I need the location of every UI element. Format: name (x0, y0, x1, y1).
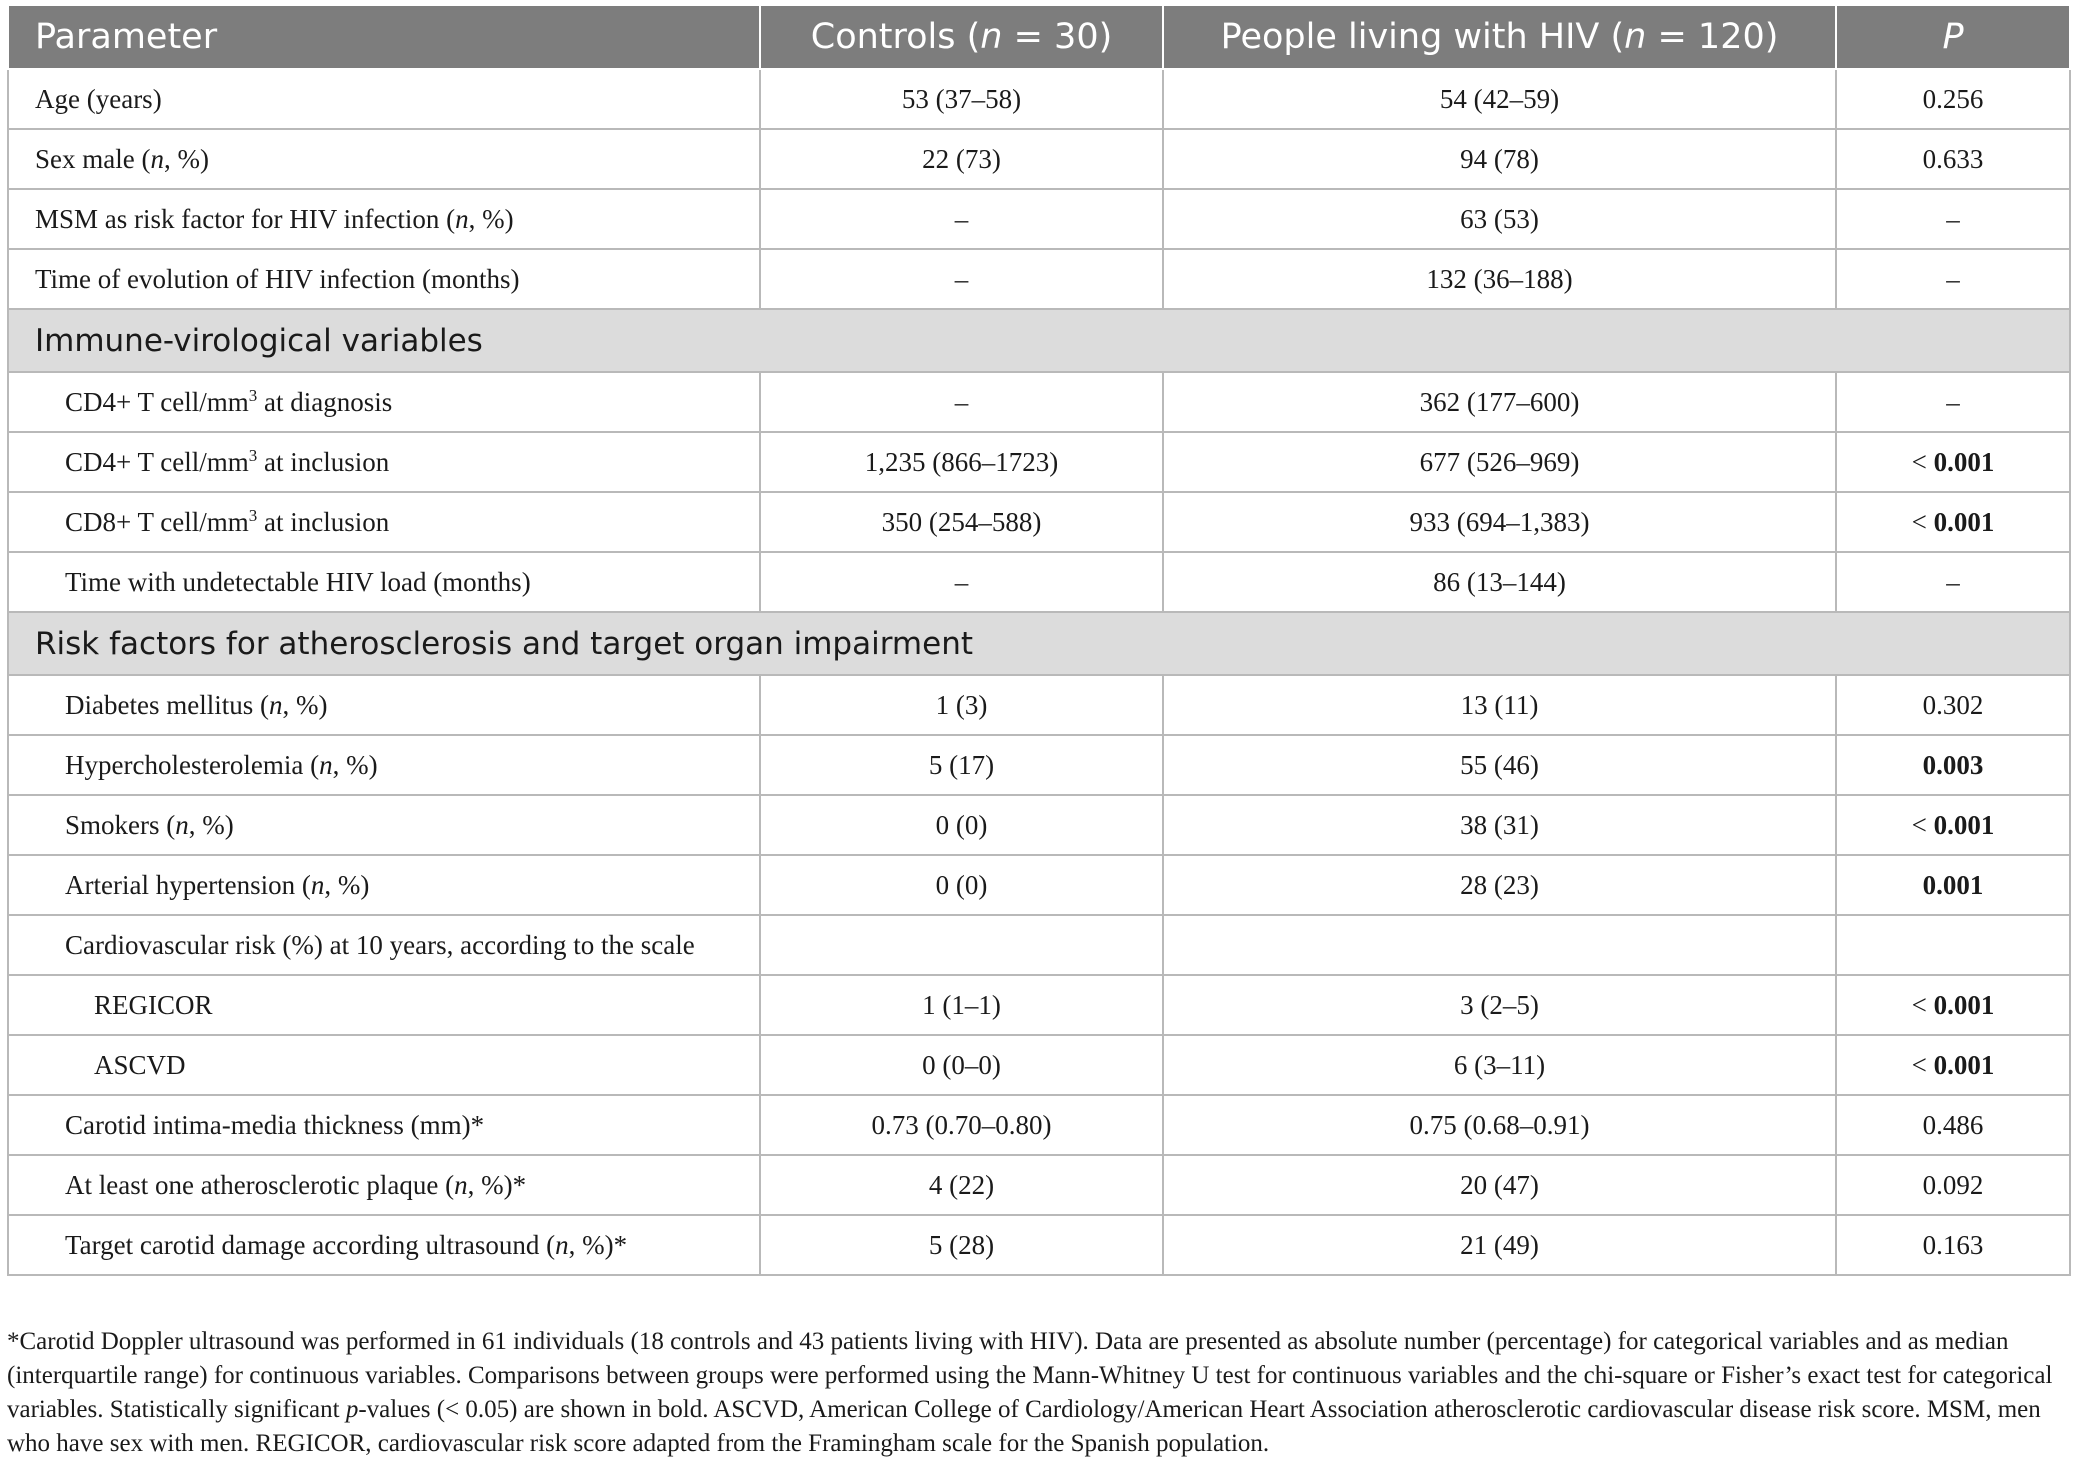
label-text: Arterial hypertension ( (65, 869, 311, 900)
row-hiv: 54 (42–59) (1163, 69, 1836, 129)
label-text: Diabetes mellitus ( (65, 689, 269, 720)
label-text: , %) (468, 203, 514, 234)
label-text: at inclusion (257, 447, 390, 477)
row-hiv: 933 (694–1,383) (1163, 492, 1836, 552)
p-prefix: < (1911, 809, 1934, 840)
table-row (8, 795, 2070, 855)
row-label: Age (years) (8, 69, 760, 129)
table-row (8, 735, 2070, 795)
p-prefix: < (1911, 1049, 1934, 1080)
table-header-row (8, 5, 2070, 69)
label-text: MSM as risk factor for HIV infection ( (35, 203, 456, 234)
table-row (8, 915, 2070, 975)
label-sup: 3 (248, 386, 258, 405)
label-n: n (268, 689, 283, 720)
label-n: n (555, 1229, 569, 1260)
section-title: Immune-virological variables (8, 309, 2070, 372)
row-hiv: 132 (36–188) (1163, 249, 1836, 309)
section-title: Risk factors for atherosclerosis and target organ impairment (8, 612, 2070, 675)
row-hiv: 28 (23) (1163, 855, 1836, 915)
header-controls-post: = 30) (1002, 17, 1113, 57)
row-label: Cardiovascular risk (%) at 10 years, according to the scale (8, 915, 760, 975)
label-text: CD4+ T cell/mm (65, 447, 249, 477)
row-hiv: 13 (11) (1163, 675, 1836, 735)
table-row (8, 675, 2070, 735)
row-label (8, 432, 760, 492)
row-controls: 0 (0) (760, 795, 1163, 855)
row-controls: – (760, 249, 1163, 309)
row-label (8, 372, 760, 432)
p-bold: 0.001 (1933, 506, 1995, 537)
table-row (8, 249, 2070, 309)
row-controls: 1 (1–1) (760, 975, 1163, 1035)
row-controls: 1 (3) (760, 675, 1163, 735)
row-p: 0.302 (1836, 675, 2070, 735)
row-controls: 53 (37–58) (760, 69, 1163, 129)
header-controls-n: n (980, 17, 1003, 57)
table-row (8, 1095, 2070, 1155)
p-bold: 0.001 (1933, 1049, 1995, 1080)
label-text: at inclusion (257, 507, 390, 537)
section-row (8, 309, 2070, 372)
row-label (8, 675, 760, 735)
p-bold: 0.001 (1933, 989, 1995, 1020)
row-controls: 0 (0) (760, 855, 1163, 915)
row-hiv: 94 (78) (1163, 129, 1836, 189)
row-label (8, 492, 760, 552)
row-label: Carotid intima-media thickness (mm)* (8, 1095, 760, 1155)
p-prefix: < (1911, 446, 1934, 477)
data-table (7, 4, 2071, 1276)
row-label (8, 735, 760, 795)
label-text: Sex male ( (35, 143, 151, 174)
table-footnote (7, 1325, 2069, 1461)
table-row (8, 1155, 2070, 1215)
row-p: – (1836, 189, 2070, 249)
row-hiv: 63 (53) (1163, 189, 1836, 249)
row-p: 0.633 (1836, 129, 2070, 189)
row-label (8, 1155, 760, 1215)
row-p: – (1836, 372, 2070, 432)
row-hiv: 21 (49) (1163, 1215, 1836, 1275)
label-n: n (454, 1169, 468, 1200)
label-text: , %) (188, 809, 234, 840)
p-bold: 0.001 (1933, 446, 1995, 477)
label-text: At least one atherosclerotic plaque ( (65, 1169, 455, 1200)
row-p: 0.163 (1836, 1215, 2070, 1275)
row-label: Time with undetectable HIV load (months) (8, 552, 760, 612)
row-hiv: 362 (177–600) (1163, 372, 1836, 432)
label-n: n (455, 203, 469, 234)
row-hiv (1163, 915, 1836, 975)
header-hiv-pre: People living with HIV ( (1220, 17, 1625, 57)
row-p (1836, 432, 2070, 492)
header-hiv-n: n (1624, 17, 1647, 57)
table-row (8, 855, 2070, 915)
row-p: 0.003 (1836, 735, 2070, 795)
header-parameter: Parameter (8, 5, 760, 69)
label-n: n (150, 143, 164, 174)
label-text: Hypercholesterolemia ( (65, 749, 320, 780)
label-text: , %)* (467, 1169, 527, 1200)
label-text: at diagnosis (257, 387, 393, 417)
row-p: – (1836, 249, 2070, 309)
row-controls: 0.73 (0.70–0.80) (760, 1095, 1163, 1155)
label-text: CD8+ T cell/mm (65, 507, 249, 537)
header-hiv-post: = 120) (1646, 17, 1779, 57)
row-label (8, 795, 760, 855)
row-controls: 5 (28) (760, 1215, 1163, 1275)
row-p (1836, 975, 2070, 1035)
label-text: , %) (332, 749, 378, 780)
row-label (8, 855, 760, 915)
label-n: n (310, 869, 325, 900)
row-p (1836, 1035, 2070, 1095)
table-row (8, 1215, 2070, 1275)
label-sup: 3 (248, 446, 258, 465)
table-row (8, 1035, 2070, 1095)
row-controls: – (760, 189, 1163, 249)
label-text: Target carotid damage according ultrasound ( (65, 1229, 556, 1260)
footnote-text: *Carotid Doppler ultrasound was performed in 61 individuals (18 controls and 43 patients living with HIV). Data are presented as absolute number (percentage) for categorical variables and as median (interquartile range) for continuous variables. Comparisons between groups were performed using the Mann-Whitney U test for continuous variables and the chi-square or Fisher’s exact test for categorical variables. Statistically significant (7, 1328, 2053, 1423)
row-hiv: 38 (31) (1163, 795, 1836, 855)
table-row (8, 189, 2070, 249)
label-n: n (319, 749, 333, 780)
header-p-label: P (1942, 17, 1964, 57)
label-text: , %) (163, 143, 209, 174)
row-label: Time of evolution of HIV infection (months) (8, 249, 760, 309)
row-label (8, 189, 760, 249)
p-prefix: < (1911, 506, 1934, 537)
table-row (8, 69, 2070, 129)
label-text: CD4+ T cell/mm (65, 387, 249, 417)
row-hiv: 0.75 (0.68–0.91) (1163, 1095, 1836, 1155)
row-p: 0.092 (1836, 1155, 2070, 1215)
row-hiv: 86 (13–144) (1163, 552, 1836, 612)
row-controls: 0 (0–0) (760, 1035, 1163, 1095)
label-sup: 3 (248, 506, 258, 525)
footnote-text: -values (< 0.05) are shown in bold. ASCVD, American College of Cardiology/American Heart Association atherosclerotic cardiovascular disease risk score. MSM, men who have sex with men. REGICOR, cardiovascular risk score adapted from the Framingham scale for the Spanish population. (7, 1396, 2041, 1457)
row-hiv: 3 (2–5) (1163, 975, 1836, 1035)
table-row (8, 975, 2070, 1035)
table-row (8, 492, 2070, 552)
header-hiv (1163, 5, 1836, 69)
row-label (8, 1215, 760, 1275)
row-label: REGICOR (8, 975, 760, 1035)
header-p (1836, 5, 2070, 69)
row-controls (760, 915, 1163, 975)
row-p: 0.486 (1836, 1095, 2070, 1155)
label-n: n (175, 809, 189, 840)
row-hiv: 55 (46) (1163, 735, 1836, 795)
row-hiv: 677 (526–969) (1163, 432, 1836, 492)
row-controls: 22 (73) (760, 129, 1163, 189)
section-row (8, 612, 2070, 675)
footnote-p-italic: p (345, 1396, 359, 1423)
label-text: , %) (282, 689, 328, 720)
row-controls: – (760, 552, 1163, 612)
row-controls: 350 (254–588) (760, 492, 1163, 552)
row-label: ASCVD (8, 1035, 760, 1095)
header-controls (760, 5, 1163, 69)
table-row (8, 372, 2070, 432)
label-text: , %)* (568, 1229, 628, 1260)
row-p: 0.001 (1836, 855, 2070, 915)
label-text: Smokers ( (65, 809, 176, 840)
table-row (8, 432, 2070, 492)
table-row (8, 552, 2070, 612)
p-bold: 0.001 (1933, 809, 1995, 840)
row-controls: 4 (22) (760, 1155, 1163, 1215)
table-row (8, 129, 2070, 189)
row-controls: 1,235 (866–1723) (760, 432, 1163, 492)
label-text: , %) (324, 869, 370, 900)
row-label (8, 129, 760, 189)
row-p: – (1836, 552, 2070, 612)
row-p (1836, 492, 2070, 552)
row-controls: 5 (17) (760, 735, 1163, 795)
table-container (7, 4, 2069, 1276)
row-p: 0.256 (1836, 69, 2070, 129)
row-p (1836, 915, 2070, 975)
header-controls-pre: Controls ( (810, 17, 981, 57)
p-prefix: < (1911, 989, 1934, 1020)
row-controls: – (760, 372, 1163, 432)
row-p (1836, 795, 2070, 855)
row-hiv: 6 (3–11) (1163, 1035, 1836, 1095)
row-hiv: 20 (47) (1163, 1155, 1836, 1215)
